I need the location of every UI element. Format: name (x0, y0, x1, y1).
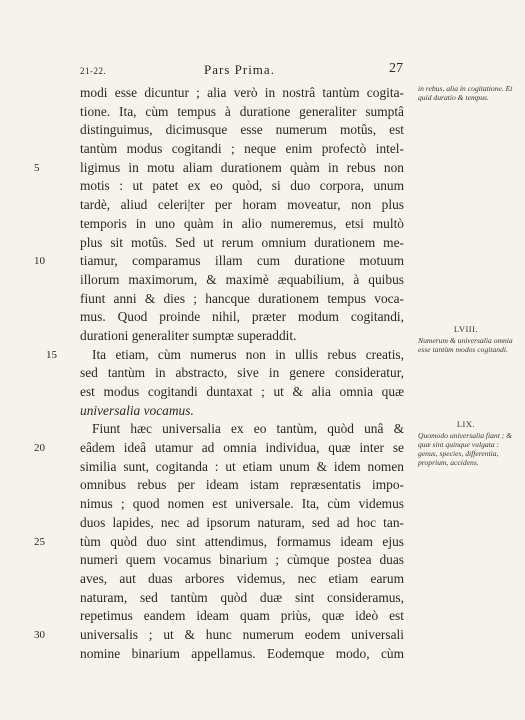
text-line: nimus ; quod nomen est universale. Ita, cùm videmus (80, 496, 404, 512)
text-line: fiunt anni & dies ; hancque durationem tempus voca- (80, 290, 404, 306)
text-line: 5 ligimus in motu aliam durationem quàm in rebus non (80, 159, 404, 178)
main-text (34, 84, 404, 663)
text-line: 20 eâdem ideâ utamur ad omnia individua, quæ inter se (80, 439, 404, 458)
line-number: 20 (34, 442, 45, 455)
margin-note-number: LIX. (456, 419, 476, 429)
margin-note-text: in rebus, alia in cogitatione. Et quid duratio & tempus. (418, 84, 513, 102)
margin-note-text: Quomodo universalia fiant ; & quæ sint quinque vulgata : genus, species, differentia, proprium, accidens. (418, 431, 513, 467)
text-line: sed tantùm in abstracto, sive in genere consideratur, (80, 365, 404, 381)
text-line: aves, aut duas arbores videmus, nec etiam earum (80, 570, 404, 586)
text-line: durationi generaliter sumptæ superaddit. (80, 327, 297, 343)
text-line: tardè, aliud celeri|ter per horam moveatur, non plus (80, 197, 404, 213)
text-line: repetimus eandem ideam quam priùs, quæ ideò est (80, 608, 404, 624)
text-line: tantùm modus cogitandi ; neque enim profectò intel- (80, 141, 404, 157)
line-number: 15 (46, 348, 57, 361)
line-number: 30 (34, 628, 45, 641)
margin-note-number: LVIII. (453, 324, 479, 334)
text-line: mus. Quod proinde nihil, præter modum cogitandi, (80, 309, 404, 325)
text-line: Fiunt hæc universalia ex eo tantùm, quòd unâ & (92, 421, 404, 437)
text-line: 25 tùm quòd duo sint attendimus, formamus ideam ejus (80, 533, 404, 552)
text-line: duos lapides, nec ad ipsorum naturam, sed ad hoc tan- (80, 514, 404, 530)
article-range: 21-22. (80, 66, 107, 76)
margin-note (418, 84, 514, 102)
text-line: naturam, sed tantùm quòd duæ sint consideramus, (80, 589, 404, 605)
page-header (0, 62, 525, 82)
text-line: universalia vocamus. (80, 402, 194, 418)
text-line: numeri quem vocamus binarium ; cùmque postea duas (80, 552, 404, 568)
running-title: Pars Prima. (204, 62, 275, 77)
text-line: plus sit motûs. Sed ut rerum omnium durationem me- (80, 234, 404, 250)
text-line: nomine binarium appellamus. Eodemque modo, cùm (80, 645, 404, 661)
text-line: modi esse dicuntur ; alia verò in nostrâ tantùm cogita- (80, 85, 404, 100)
text-line: tione. Ita, cùm tempus à duratione generaliter sumptâ (80, 103, 404, 119)
text-line: temporis in uno quàm in alio numeremus, etsi multò (80, 215, 404, 231)
text-line: 15 Ita etiam, cùm numerus non in ullis rebus creatis, (80, 346, 404, 365)
line-number: 5 (34, 161, 40, 174)
text-line: 10 tiamur, comparamus illam cum duratione motuum (80, 252, 404, 271)
text-line: similia sunt, cogitanda : ut etiam unum & idem nomen (80, 458, 404, 474)
text-line: distinguimus, dicimusque esse numerum motûs, est (80, 122, 404, 138)
line-number: 10 (34, 255, 45, 268)
line-number: 25 (34, 535, 45, 548)
text-line: motis : ut patet ex eo quòd, si duo corpora, unum (80, 178, 404, 194)
margin-note (418, 325, 514, 354)
text-line: est modus cogitandi duntaxat ; ut & alia omnia quæ (80, 384, 404, 399)
text-line: omnibus rebus per ideam istam repræsentatis impo- (80, 477, 404, 493)
margin-note (418, 420, 514, 467)
text-line: illorum maximorum, & maximè æquabilium, à quibus (80, 271, 404, 287)
text-line: 30 universalis ; ut & hunc numerum eodem universali (80, 626, 404, 645)
margin-note-text: Numerum & universalia omnia esse tantùm modos cogitandi. (418, 336, 513, 354)
page-number: 27 (389, 61, 403, 76)
